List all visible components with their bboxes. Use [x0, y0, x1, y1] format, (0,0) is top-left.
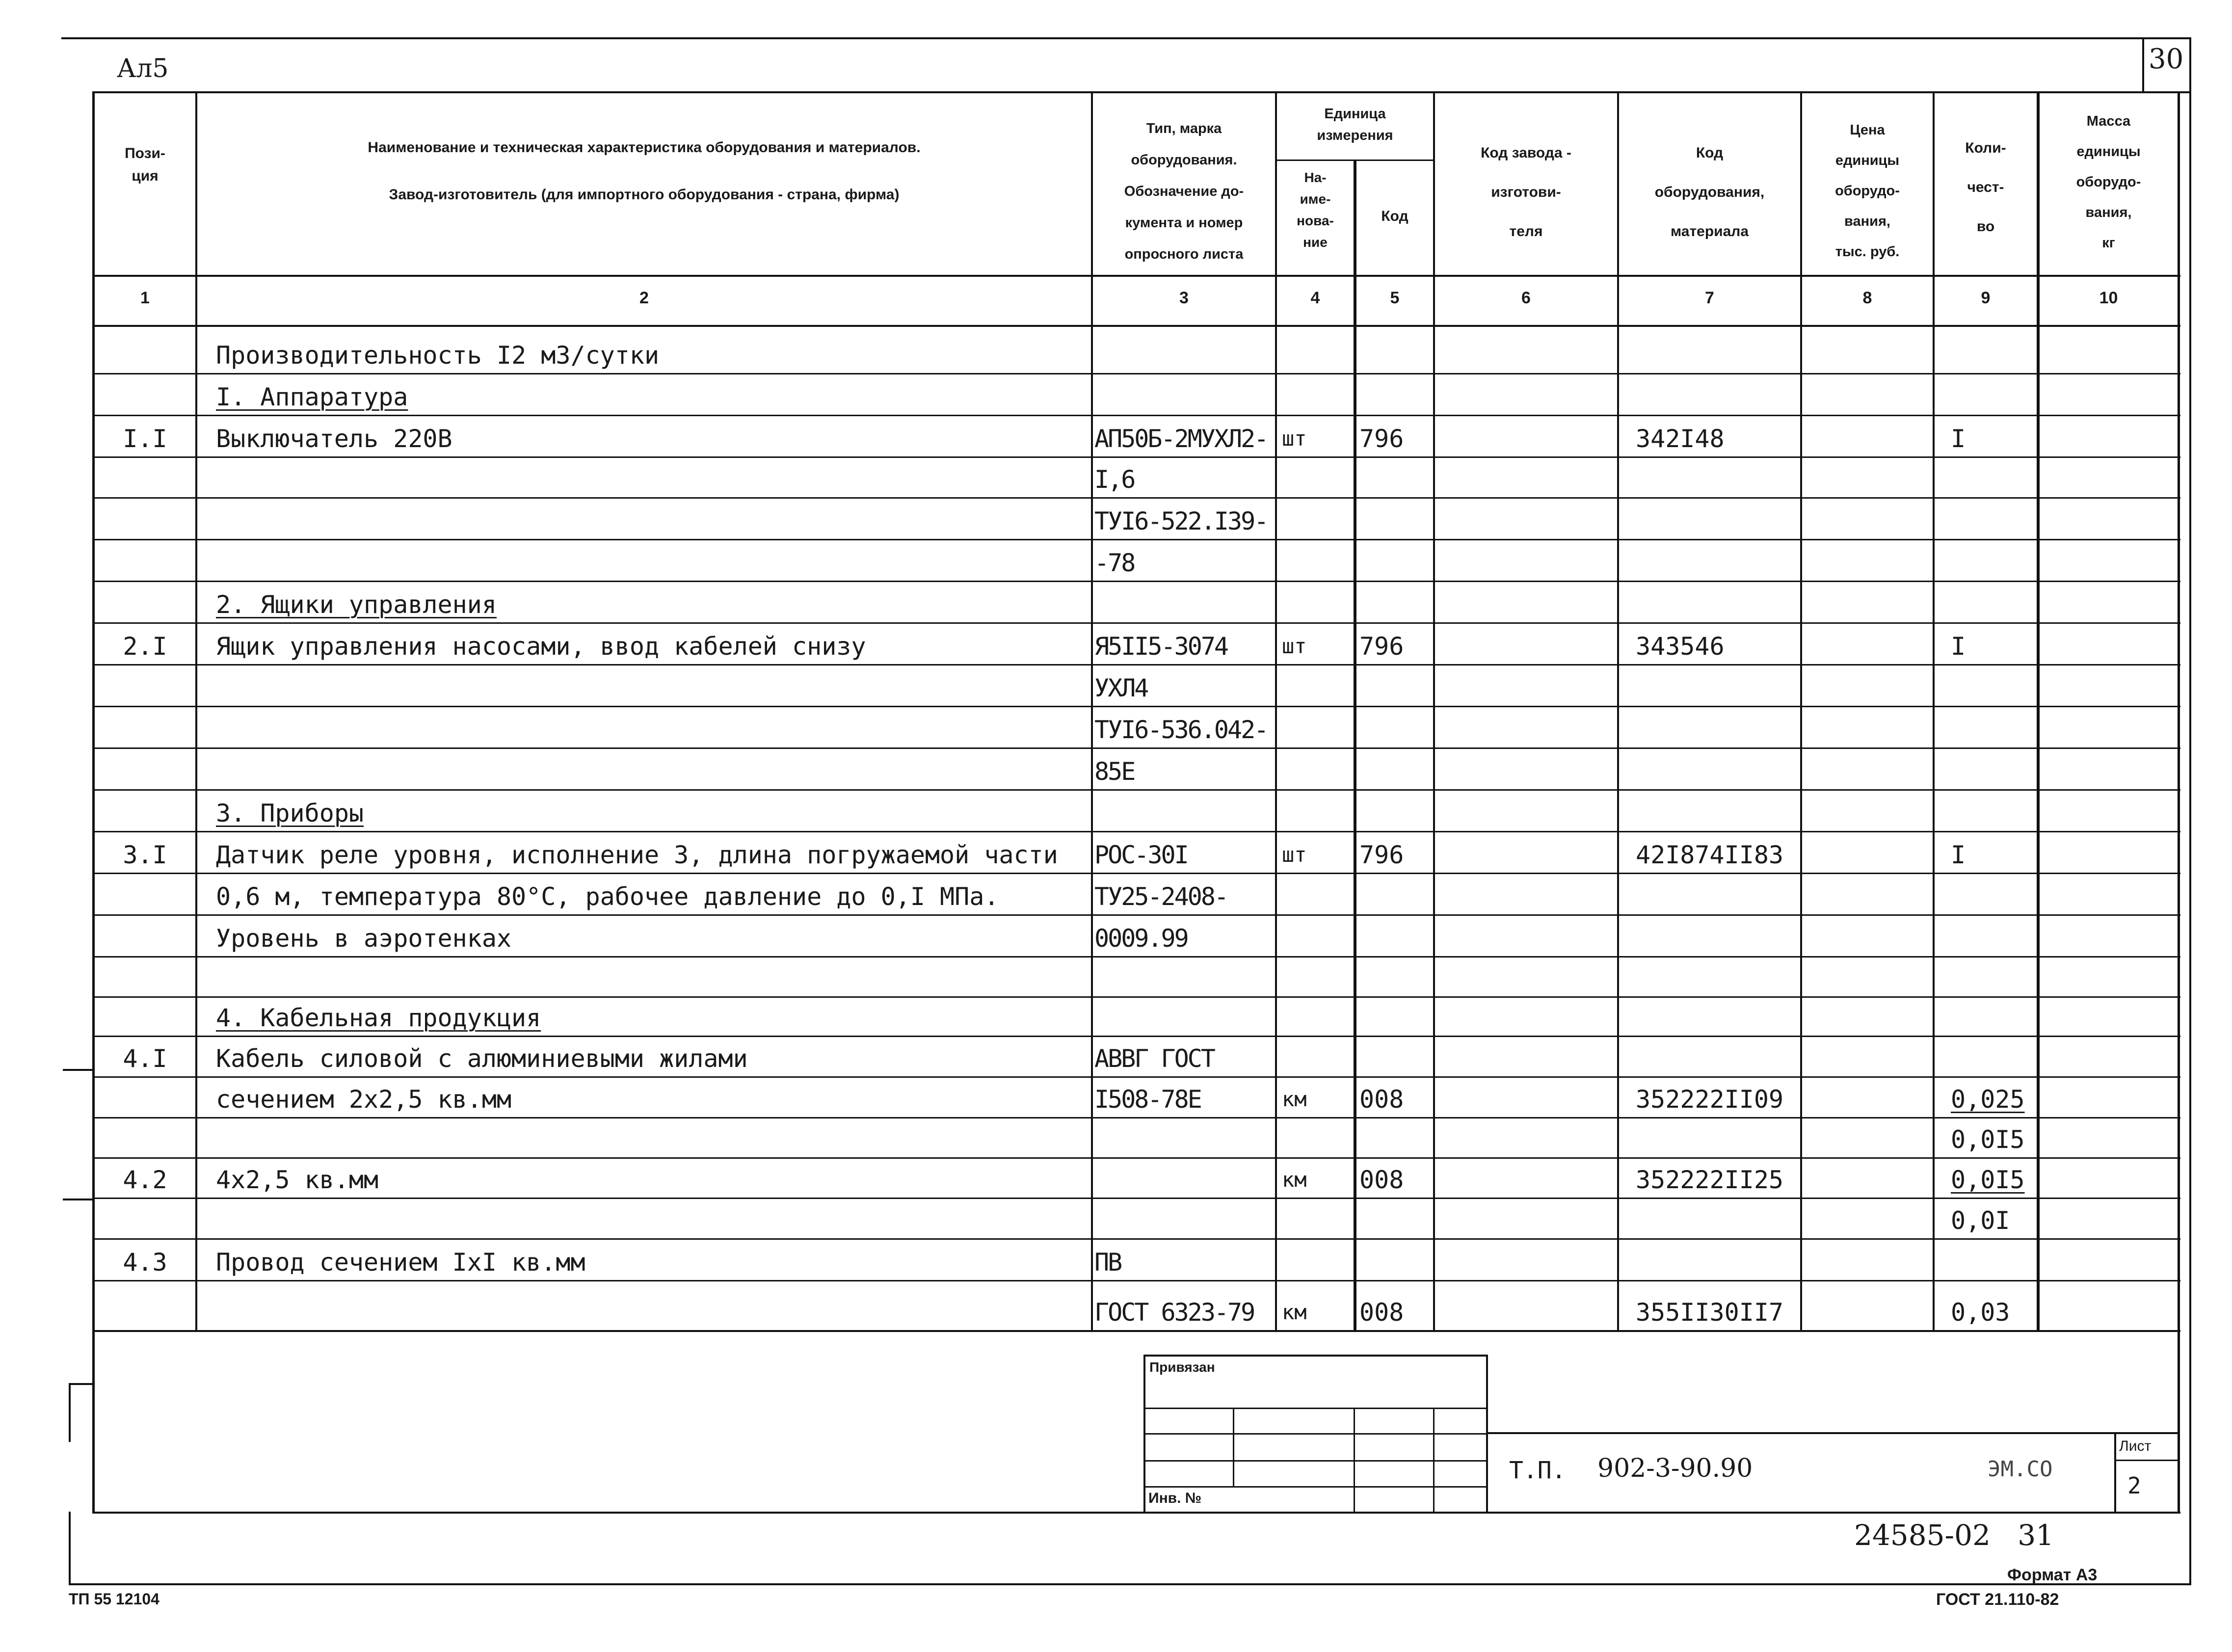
row-code: 796 [1359, 425, 1404, 453]
row-unit: км [1282, 1300, 1307, 1324]
row-separator [92, 1036, 2180, 1037]
header-unit-group: Единица измерения [1317, 106, 1393, 143]
row-equip: 343546 [1636, 632, 1725, 661]
stamp-row-4 [1143, 1486, 1487, 1488]
row-qty: I [1951, 841, 1966, 869]
header-price: Цена единицы оборудо- вания, тыс. руб. [1835, 122, 1900, 260]
row-type: -78 [1094, 549, 1135, 577]
stamp-row-3 [1143, 1460, 1487, 1462]
row-separator [92, 914, 2180, 916]
row-pos: 2.I [123, 632, 167, 661]
colnum-bottom [92, 325, 2180, 327]
header-pos: Пози- ция [125, 145, 165, 184]
row-separator [92, 373, 2180, 374]
header-unit-code: Код [1381, 208, 1408, 224]
gost-label: ГОСТ 21.110-82 [1936, 1590, 2059, 1609]
stamp-linked-label: Привязан [1149, 1359, 1215, 1375]
row-type: АП50Б-2МУХЛ2- [1094, 425, 1268, 453]
col-number-7: 7 [1705, 289, 1714, 307]
row-qty: 0,03 [1951, 1298, 2010, 1327]
col-line-7 [1800, 91, 1802, 1332]
col-number-5: 5 [1390, 289, 1400, 307]
row-name: Провод сечением IхI кв.мм [216, 1248, 585, 1277]
col-line-6 [1617, 91, 1619, 1332]
row-separator [92, 996, 2180, 998]
frame-right [2189, 37, 2191, 1583]
col-number-1: 1 [140, 289, 150, 307]
row-equip: 352222II09 [1636, 1085, 1784, 1114]
row-unit: шт [1282, 843, 1307, 867]
row-name: Датчик реле уровня, исполнение 3, длина погружаемой части [216, 841, 1058, 869]
row-type: 0009.99 [1094, 924, 1188, 953]
col-number-9: 9 [1981, 289, 1991, 307]
row-pos: 4.I [123, 1044, 167, 1073]
sheet-mark: Ал5 [117, 54, 169, 83]
row-name: Выключатель 220В [216, 425, 452, 453]
row-code: 008 [1359, 1085, 1404, 1114]
row-unit: км [1282, 1087, 1307, 1111]
row-separator [92, 664, 2180, 666]
row-code: 008 [1359, 1166, 1404, 1194]
stamp-box-top [1143, 1355, 1487, 1357]
sheet-box-left [2142, 37, 2144, 92]
row-equip: 352222II25 [1636, 1166, 1784, 1194]
row-pos: 4.3 [123, 1248, 167, 1277]
row-name: 2. Ящики управления [216, 590, 497, 619]
row-equip: 355II30II7 [1636, 1298, 1784, 1327]
frame-left-tick [69, 1512, 71, 1585]
row-name: 0,6 м, температура 80°С, рабочее давление до 0,I МПа. [216, 882, 999, 911]
row-type: ТУI6-536.042- [1094, 716, 1268, 744]
row-name: 4х2,5 кв.мм [216, 1166, 379, 1194]
row-unit: шт [1282, 634, 1307, 658]
col-line-1 [195, 91, 197, 1332]
stamp-inv-label: Инв. № [1148, 1490, 1202, 1506]
row-type: ТУI6-522.I39- [1094, 507, 1268, 535]
row-pos: 3.I [123, 841, 167, 869]
row-code: 008 [1359, 1298, 1404, 1327]
col-number-6: 6 [1521, 289, 1531, 307]
row-separator [92, 831, 2180, 832]
handwritten-archive-number: 24585-02 31 [1854, 1519, 2054, 1552]
row-name: Уровень в аэротенках [216, 924, 512, 953]
col-line-2 [1091, 91, 1093, 1332]
row-separator [92, 415, 2180, 416]
row-name: Производительность I2 м3/сутки [216, 341, 660, 370]
row-type: АВВГ ГОСТ [1094, 1044, 1214, 1073]
row-name: сечением 2х2,5 кв.мм [216, 1085, 512, 1114]
table-right [2178, 91, 2180, 1514]
col-number-8: 8 [1862, 289, 1872, 307]
row-separator [92, 873, 2180, 874]
sheet-label: Лист [2119, 1438, 2152, 1454]
row-separator [92, 1238, 2180, 1240]
row-equip: 342I48 [1636, 425, 1725, 453]
row-separator [92, 497, 2180, 499]
body-bottom [92, 1330, 2180, 1332]
header-qty: Коли- чест- во [1965, 140, 2006, 235]
stamp-col-3 [1433, 1408, 1435, 1512]
row-separator [92, 1198, 2180, 1199]
header-type: Тип, марка оборудования. Обозначение до- кумента и номер опросного листа [1124, 121, 1244, 262]
header-mass: Масса единицы оборудо- вания, кг [2076, 113, 2141, 251]
row-qty: 0,025 [1951, 1085, 2025, 1114]
sheet-value: 2 [2127, 1472, 2141, 1499]
row-qty: 0,0I5 [1951, 1125, 2025, 1154]
row-separator [92, 706, 2180, 707]
table-bottom [92, 1512, 2180, 1514]
row-type: I508-78Е [1094, 1085, 1201, 1114]
header-equip-code: Код оборудования, материала [1654, 145, 1765, 240]
col-line-8 [1933, 91, 1935, 1332]
row-type: I,6 [1094, 465, 1135, 494]
sheet-number-top: 30 [2149, 43, 2184, 75]
col-number-3: 3 [1179, 289, 1189, 307]
row-type: ТУ25-2408- [1094, 882, 1228, 911]
stamp-col-2 [1354, 1408, 1355, 1512]
margin-tick-3 [69, 1383, 93, 1385]
row-name: 4. Кабельная продукция [216, 1004, 541, 1032]
row-name: I. Аппаратура [216, 383, 408, 411]
row-name: Ящик управления насосами, ввод кабелей снизу [216, 632, 866, 661]
doc-prefix: Т.П. [1509, 1457, 1566, 1484]
row-separator [92, 539, 2180, 540]
row-type: ГОСТ 6323-79 [1094, 1298, 1254, 1327]
row-separator [92, 1157, 2180, 1159]
stamp-col-1 [1233, 1408, 1234, 1486]
col-number-4: 4 [1310, 289, 1320, 307]
row-separator [92, 1076, 2180, 1078]
row-code: 796 [1359, 841, 1404, 869]
row-pos: I.I [123, 425, 167, 453]
row-type: Я5II5-3074 [1094, 632, 1228, 661]
row-qty: 0,0I [1951, 1206, 2010, 1235]
row-pos: 4.2 [123, 1166, 167, 1194]
titleblock-top [1487, 1432, 2178, 1434]
margin-tick-2 [63, 1199, 93, 1200]
col-number-2: 2 [639, 289, 649, 307]
row-separator [92, 1280, 2180, 1281]
col-line-5 [1433, 91, 1435, 1332]
row-unit: шт [1282, 426, 1307, 451]
sheet-cell-left [2114, 1432, 2116, 1513]
row-name: Кабель силовой с алюминиевыми жилами [216, 1044, 748, 1073]
stamp-row-2 [1143, 1433, 1487, 1435]
row-unit: км [1282, 1168, 1307, 1192]
header-bottom [92, 275, 2180, 277]
row-code: 796 [1359, 632, 1404, 661]
table-top [92, 91, 2180, 93]
margin-tick-3v [69, 1383, 71, 1442]
col-line-4 [1354, 160, 1356, 1332]
frame-bottom [69, 1583, 2191, 1585]
doc-number: 902-3-90.90 [1597, 1454, 1753, 1483]
row-type: ПВ [1094, 1248, 1121, 1277]
doc-code: ЭМ.СО [1988, 1457, 2053, 1482]
row-type: 85Е [1094, 757, 1135, 786]
header-plant-code: Код завода - изготови- теля [1481, 145, 1571, 240]
frame-top [61, 37, 2191, 39]
row-separator [92, 581, 2180, 582]
margin-tick-1 [63, 1069, 93, 1071]
format-label: Формат А3 [2007, 1566, 2098, 1584]
row-separator [92, 747, 2180, 749]
row-separator [92, 789, 2180, 791]
col-line-3 [1275, 91, 1277, 1332]
row-equip: 42I874II83 [1636, 841, 1784, 869]
stamp-row-1 [1143, 1408, 1487, 1409]
row-separator [92, 956, 2180, 958]
header-name-line1: Наименование и техническая характеристика оборудования и материалов. [368, 139, 921, 156]
col-number-10: 10 [2099, 289, 2118, 307]
row-separator [92, 622, 2180, 624]
header-name-line2: Завод-изготовитель (для импортного оборудования - страна, фирма) [389, 187, 900, 203]
row-qty: 0,0I5 [1951, 1166, 2025, 1194]
row-qty: I [1951, 425, 1966, 453]
col-line-9 [2037, 91, 2040, 1332]
row-type: УХЛ4 [1094, 674, 1148, 702]
row-type: РОС-30I [1094, 841, 1188, 869]
header-unit-name: На- име- нова- ние [1297, 170, 1334, 250]
row-name: 3. Приборы [216, 799, 364, 827]
row-separator [92, 1117, 2180, 1119]
print-code: ТП 55 12104 [69, 1590, 159, 1608]
row-separator [92, 456, 2180, 458]
sheet-cell-divider [2114, 1460, 2178, 1461]
row-qty: I [1951, 632, 1966, 661]
